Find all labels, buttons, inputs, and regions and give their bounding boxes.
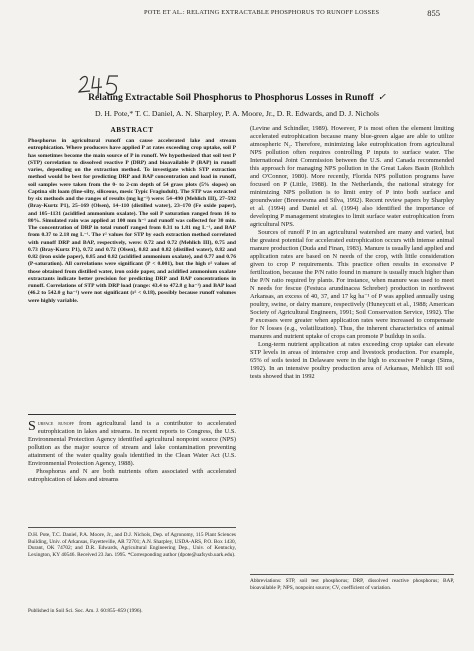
- abstract-heading: ABSTRACT: [110, 125, 154, 134]
- intro-paragraph-2: Phosphorus and N are both nutrients often associated with accelerated eutrophication of lakes and streams: [28, 468, 236, 483]
- intro-lead-words: urface runoff: [37, 420, 75, 427]
- drop-cap: S: [28, 419, 36, 434]
- right-column-text: [250, 125, 454, 381]
- abbreviations-footnote: Abbreviations: STP, soil test phosphorus; DRP, dissolved reactive phosphorus; BAP, bioavailable P; NPS, nonpoint source; CV, coefficient of variation.: [250, 578, 454, 591]
- article-title: [0, 92, 474, 103]
- right-paragraph-2: Sources of runoff P in an agricultural watershed are many and varied, but the greatest potential for accelerated eutrophication occurs with intense animal manure production (Duda and Finan, 1983). Manure is usually land applied and application rates are based on N needs of the crop, with little consideration given to crop P requirements. This practice often results in excessive P fertilization, because the P/N ratio found in manure is usually much higher than the P/N ratio required by plants. For instance, when manure was used to meet N needs for fescue (Festuca arundinacea Schreber) production in northwest Arkansas, an excess of 40, 37, and 17 kg ha⁻¹ of P was applied annually using poultry, swine, or dairy manure, respectively (Huneycutt et al., 1988; American Society of Agricultural Engineers, 1991; Soil Conservation Service, 1992). The P excesses were greater when application rates were increased to compensate for N losses (e.g., volatilization). Thus, the inherent characteristics of animal manures and nutrient uptake of crops can promote P buildup in soils.: [250, 229, 454, 340]
- intro-paragraph-1: from agricultural land is a contributor to accelerated eutrophication in lakes and streams. In recent reports to Congress, the U.S. Environmental Protection Agency identified agricultural nonpoint source (NPS) pollution as the major source of stream and lake contamination preventing attainment of the water quality goals identified in the Clean Water Act (U.S. Environmental Protection Agency, 1988).: [28, 420, 237, 467]
- page-header: [34, 9, 440, 23]
- page-number: 855: [427, 8, 440, 18]
- publication-line: Published in Soil Sci. Soc. Am. J. 60:855–859 (1996).: [28, 608, 143, 614]
- footnote-divider: [28, 527, 236, 528]
- author-list: D. H. Pote,* T. C. Daniel, A. N. Sharpley, P. A. Moore, Jr., D. R. Edwards, and D. J. Nichols: [94, 109, 380, 118]
- abstract-divider: [28, 414, 236, 415]
- right-paragraph-1: (Levine and Schindler, 1989). However, P is most often the element limiting accelerated eutrophication because many blue-green algae are able to utilize atmospheric N₂. Therefore, minimizing lake eutrophication from agricultural NPS pollution often requires controlling P inputs to surface water. The International Joint Commission between the U.S. and Canada recommended this approach for managing NPS pollution in the Great Lakes Basin (Rohlich and O'Connor, 1980). More recently, Florida NPS pollution programs have focused on P (Little, 1988). In the Netherlands, the national strategy for minimizing NPS pollution is to limit entry of P into both surface and groundwater (Breeuwsma and Silva, 1992). Recent review papers by Sharpley et al. (1994) and Daniel et al. (1994) also identified the importance of developing P management strategies to limit surface water eutrophication from agricultural NPS.: [250, 125, 454, 228]
- author-footnote: D.H. Pote, T.C. Daniel, P.A. Moore, Jr., and D.J. Nichols, Dep. of Agronomy, 115 Plant Sciences Building, Univ. of Arkansas, Fayetteville, AR 72701; A.N. Sharpley, USDA-ARS, P.O. Box 1430, Durant, OK 74702; and D.R. Edwards, Agricultural Engineering Dep., Univ. of Kentucky, Lexington, KY 40546. Received 23 Jan. 1995. *Corresponding author (dpote@uafsysb.uark.edu).: [28, 532, 236, 558]
- article-title-text: Relating Extractable Soil Phosphorus to Phosphorus Losses in Runoff: [88, 92, 374, 103]
- introduction-text: [28, 420, 236, 484]
- right-paragraph-3: Long-term nutrient application at rates exceeding crop uptake can elevate STP levels in areas of intensive crop and livestock production. For example, 65% of soils tested in Delaware were in the high to excessive P range (Sims, 1992). In an intensive poultry production area of Arkansas, Mehlich III soil tests showed that in 1992: [250, 341, 454, 380]
- abstract-text: Phosphorus in agricultural runoff can cause accelerated lake and stream eutrophication. Where producers have applied P at rates exceeding crop uptake, soil P has sometimes become the main source of P in runoff. We hypothesized that soil test P (STP) correlation to dissolved reactive P (DRP) and bioavailable P (BAP) in runoff varies, depending on the extraction method. To investigate which STP extraction method would be best for predicting DRP and BAP concentration and load in runoff, soil samples were taken from the 0- to 2-cm depth of 54 grass plots (5% slopes) on Captina silt loam (fine-silty, siliceous, mesic Typic Fragiudult). The STP was extracted by six methods and the ranges of results (mg kg⁻¹) were: 54–490 (Mehlich III), 27–592 (Bray-Kurtz P1), 25–169 (Olsen), 14–110 (distilled water), 23–170 (Fe oxide paper), and 105–1131 (acidified ammonium oxalate). The soil P saturation ranged from 16 to 80%. Simulated rain was applied at 100 mm h⁻¹ and runoff was collected for 30 min. The concentration of DRP in total runoff ranged from 0.31 to 1.81 mg L⁻¹, and BAP from 0.37 to 2.18 mg L⁻¹. The r² values for STP by each extraction method correlated with runoff DRP and BAP, respectively, were: 0.72 and 0.72 (Mehlich III), 0.75 and 0.73 (Bray-Kurtz P1), 0.72 and 0.72 (Olsen), 0.82 and 0.82 (distilled water), 0.82 and 0.82 (iron oxide paper), 0.85 and 0.82 (acidified ammonium oxalate), and 0.77 and 0.76 (P-saturation). All correlations were significant (P < 0.001), but the high r² values of those obtained from distilled water, iron oxide paper, and acidified ammonium oxalate extractants indicate better precision for predicting DRP and BAP concentrations in runoff. Correlations of STP with DRP load (range: 43.4 to 472.8 g ha⁻¹) and BAP load (46.2 to 542.0 g ha⁻¹) were not significant (r² < 0.18), possibly because runoff volumes were highly variable.: [28, 138, 236, 304]
- handwritten-check-mark: ✓: [377, 92, 386, 103]
- abbreviations-divider: [250, 574, 454, 575]
- running-title: POTE ET AL.: RELATING EXTRACTABLE PHOSPHORUS TO RUNOFF LOSSES: [144, 9, 380, 16]
